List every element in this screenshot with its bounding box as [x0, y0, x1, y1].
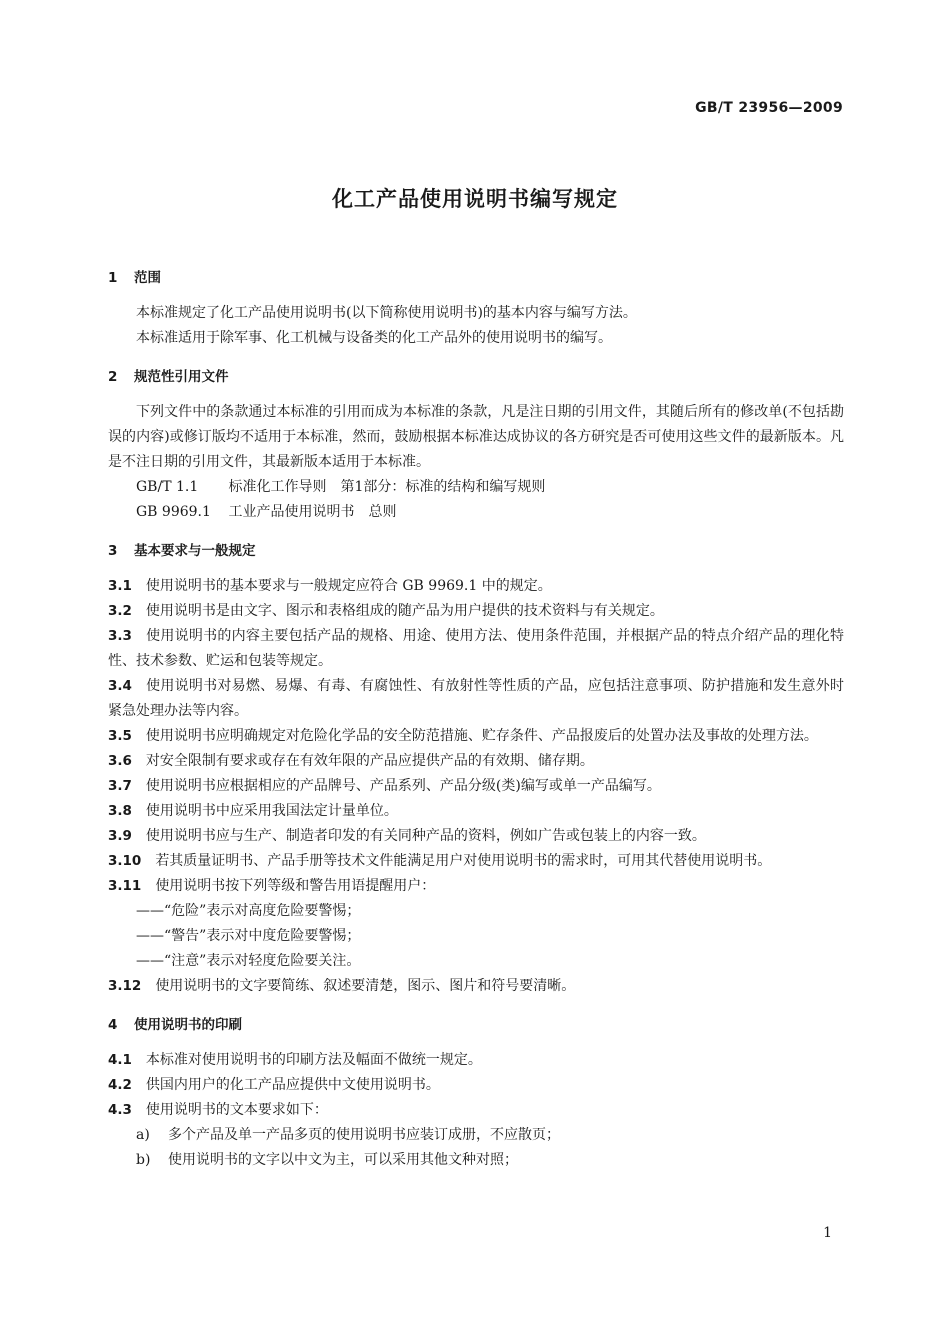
clause	[108, 574, 844, 599]
section-title: 基本要求与一般规定	[134, 543, 256, 559]
page-number: 1	[823, 1225, 832, 1241]
clause-number: 3.12	[108, 978, 142, 994]
clause-number: 4.1	[108, 1052, 132, 1068]
standard-code: GB/T 23956—2009	[695, 100, 843, 116]
normative-reference	[108, 475, 844, 500]
clause	[108, 874, 844, 899]
section-number: 2	[108, 369, 118, 385]
clause-number: 3.1	[108, 578, 132, 594]
clause-number: 3.3	[108, 628, 132, 644]
clause-text: 使用说明书的文字要简练、叙述要清楚，图示、图片和符号要清晰。	[155, 978, 576, 994]
clause-number: 3.7	[108, 778, 132, 794]
reference-title: 工业产品使用说明书 总则	[228, 504, 397, 520]
clause-text: 本标准对使用说明书的印刷方法及幅面不做统一规定。	[145, 1052, 482, 1068]
clause-text: 使用说明书对易燃、易爆、有毒、有腐蚀性、有放射性等性质的产品，应包括注意事项、防护措施和发生意外时紧急处理办法等内容。	[108, 678, 844, 719]
dash-list-item: ——“警告”表示对中度危险要警惕；	[136, 928, 361, 944]
clause-number: 3.11	[108, 878, 142, 894]
list-item-text: 多个产品及单一产品多页的使用说明书应装订成册，不应散页；	[168, 1127, 560, 1143]
clause	[108, 849, 844, 874]
document-title: 化工产品使用说明书编写规定	[332, 187, 618, 211]
clause	[108, 1048, 844, 1073]
list-marker: b)	[136, 1152, 151, 1168]
clause-number: 3.5	[108, 728, 132, 744]
clause-number: 3.10	[108, 853, 142, 869]
section-number: 4	[108, 1017, 118, 1033]
clause	[108, 1098, 844, 1123]
clause	[108, 674, 844, 724]
paragraph: 本标准适用于除军事、化工机械与设备类的化工产品外的使用说明书的编写。	[136, 330, 612, 346]
section-heading-1	[108, 266, 844, 291]
clause-text: 使用说明书的基本要求与一般规定应符合 GB 9969.1 中的规定。	[145, 578, 552, 594]
paragraph: 下列文件中的条款通过本标准的引用而成为本标准的条款，凡是注日期的引用文件，其随后所有的修改单(不包括勘误的内容)或修订版均不适用于本标准，然而，鼓励根据本标准达成协议的各方研究是否可使用这些文件的最新版本。凡是不注日期的引用文件，其最新版本适用于本标准。	[108, 404, 844, 470]
lettered-list-item	[108, 1148, 844, 1173]
lettered-list-item	[108, 1123, 844, 1148]
dash-list-item: ——“危险”表示对高度危险要警惕；	[136, 903, 361, 919]
reference-code: GB/T 1.1	[136, 479, 199, 495]
document-body	[108, 258, 844, 1173]
section-heading-3	[108, 539, 844, 564]
clause-number: 3.8	[108, 803, 132, 819]
clause	[108, 974, 844, 999]
clause-text: 对安全限制有要求或存在有效年限的产品应提供产品的有效期、储存期。	[145, 753, 594, 769]
clause-number: 3.2	[108, 603, 132, 619]
normative-reference	[108, 500, 844, 525]
clause-text: 使用说明书按下列等级和警告用语提醒用户：	[155, 878, 436, 894]
clause-text: 使用说明书应明确规定对危险化学品的安全防范措施、贮存条件、产品报废后的处置办法及事故的处理方法。	[145, 728, 818, 744]
clause-text: 使用说明书的内容主要包括产品的规格、用途、使用方法、使用条件范围，并根据产品的特点介绍产品的理化特性、技术参数、贮运和包装等规定。	[108, 628, 844, 669]
list-marker: a)	[136, 1127, 150, 1143]
section-title: 使用说明书的印刷	[134, 1017, 242, 1033]
dash-list-item: ——“注意”表示对轻度危险要关注。	[136, 953, 361, 969]
clause-number: 3.4	[108, 678, 132, 694]
clause	[108, 1073, 844, 1098]
clause	[108, 599, 844, 624]
paragraph: 本标准规定了化工产品使用说明书(以下简称使用说明书)的基本内容与编写方法。	[136, 305, 637, 321]
clause-text: 使用说明书应与生产、制造者印发的有关同种产品的资料，例如广告或包装上的内容一致。	[145, 828, 706, 844]
clause	[108, 724, 844, 749]
clause-text: 使用说明书的文本要求如下：	[145, 1102, 328, 1118]
clause-number: 3.6	[108, 753, 132, 769]
clause	[108, 824, 844, 849]
section-title: 范围	[134, 270, 161, 286]
clause-number: 4.2	[108, 1077, 132, 1093]
reference-code: GB 9969.1	[136, 504, 211, 520]
clause-number: 3.9	[108, 828, 132, 844]
clause-text: 若其质量证明书、产品手册等技术文件能满足用户对使用说明书的需求时，可用其代替使用说明书。	[155, 853, 772, 869]
clause	[108, 774, 844, 799]
list-item-text: 使用说明书的文字以中文为主，可以采用其他文种对照；	[168, 1152, 518, 1168]
section-number: 1	[108, 270, 118, 286]
clause	[108, 749, 844, 774]
clause-text: 使用说明书是由文字、图示和表格组成的随产品为用户提供的技术资料与有关规定。	[145, 603, 664, 619]
section-heading-2	[108, 365, 844, 390]
clause-text: 供国内用户的化工产品应提供中文使用说明书。	[145, 1077, 440, 1093]
section-title: 规范性引用文件	[134, 369, 229, 385]
clause-text: 使用说明书中应采用我国法定计量单位。	[145, 803, 398, 819]
section-number: 3	[108, 543, 118, 559]
clause	[108, 799, 844, 824]
clause-text: 使用说明书应根据相应的产品牌号、产品系列、产品分级(类)编写或单一产品编写。	[145, 778, 661, 794]
section-heading-4	[108, 1013, 844, 1038]
reference-title: 标准化工作导则 第1部分：标准的结构和编写规则	[228, 479, 546, 495]
clause-number: 4.3	[108, 1102, 132, 1118]
clause	[108, 624, 844, 674]
